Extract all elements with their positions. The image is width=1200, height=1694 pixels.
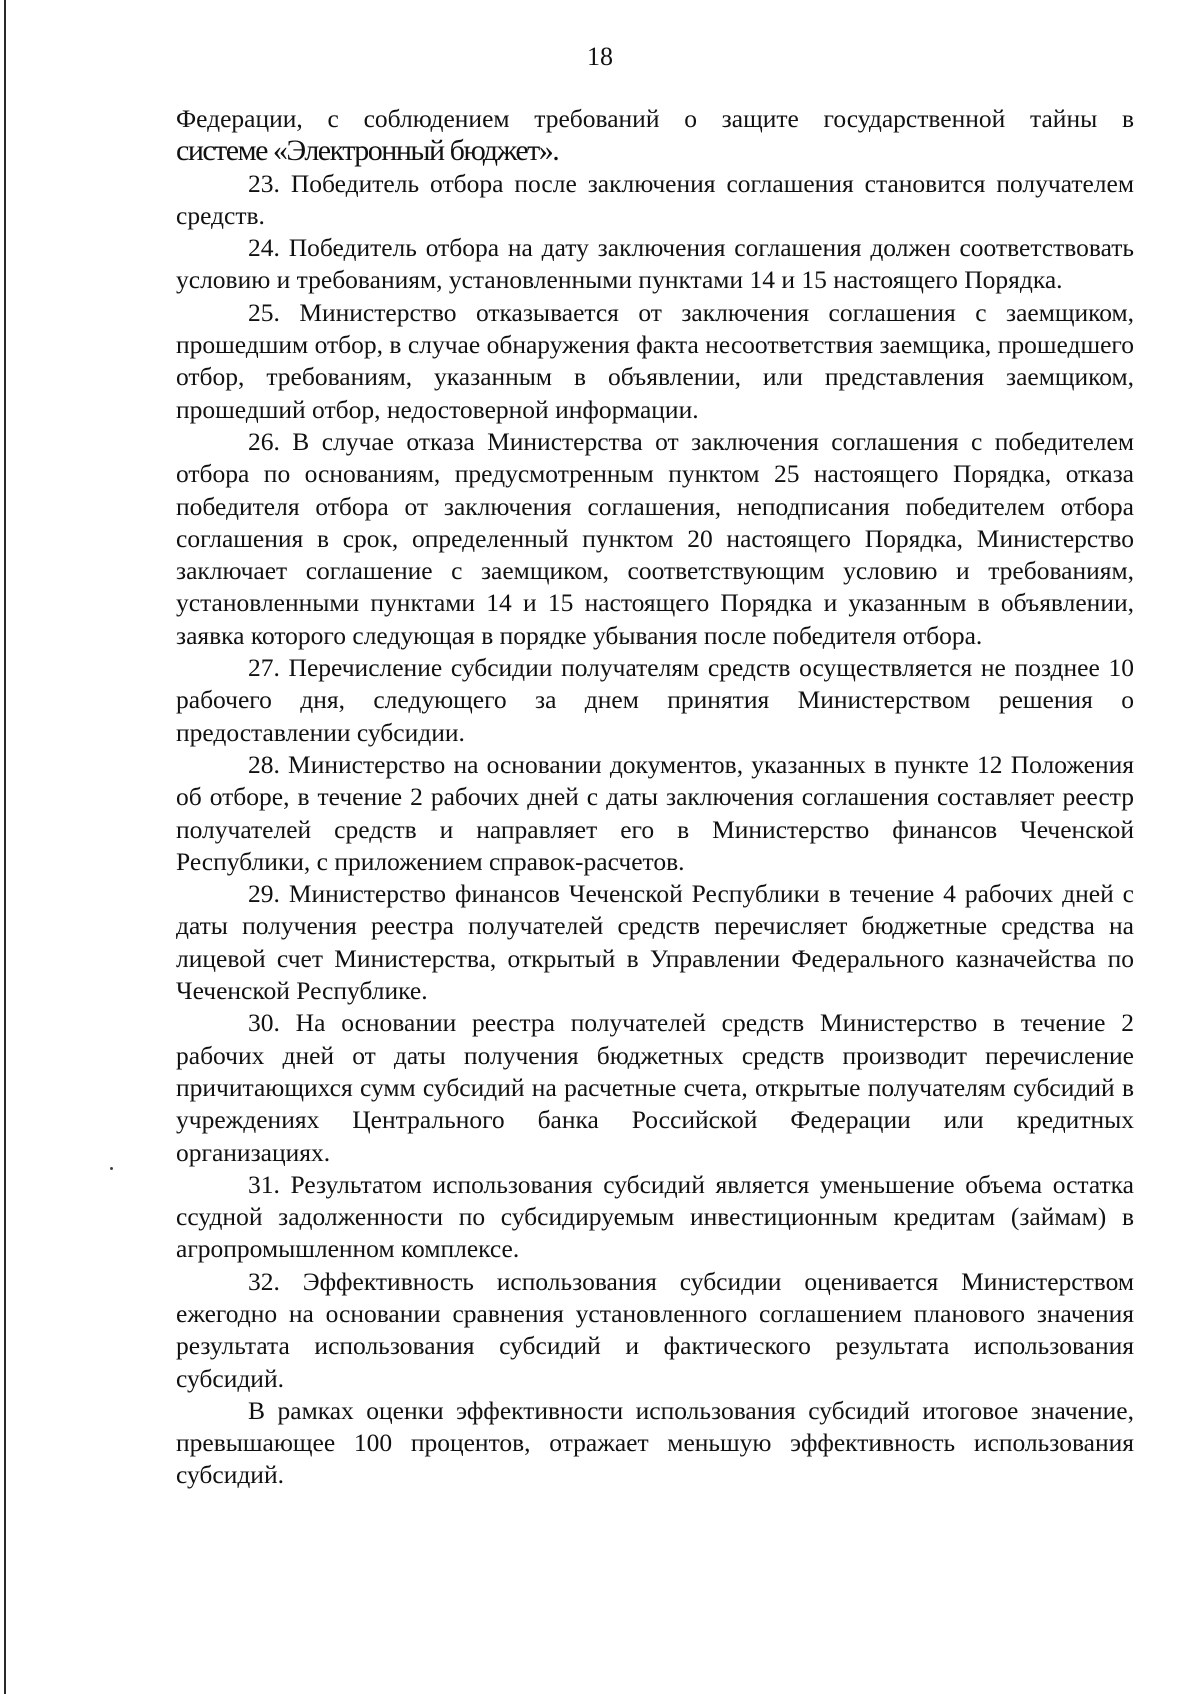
document-body: [176, 103, 1134, 1492]
paragraph-item-31: 31. Результатом использования субсидий является уменьшение объема остатка ссудной задолженности по субсидируемым инвестиционным кредитам (займам) в агропромышленном комплексе.: [176, 1169, 1134, 1264]
paragraph-item-32-continued: В рамках оценки эффективности использования субсидий итоговое значение, превышающее 100 процентов, отражает меньшую эффективность использования субсидий.: [176, 1395, 1134, 1490]
paragraph-item-32: 32. Эффективность использования субсидии оценивается Министерством ежегодно на основании сравнения установленного соглашением планового значения результата использования субсидий и фактического результата использования субсидий.: [176, 1266, 1134, 1393]
paragraph-item-29: 29. Министерство финансов Чеченской Республики в течение 4 рабочих дней с даты получения реестра получателей средств перечисляет бюджетные средства на лицевой счет Министерства, открытый в Управлении Федерального казначейства по Чеченской Республике.: [176, 879, 1134, 1006]
page-left-border: [4, 0, 6, 1694]
paragraph-item-28: 28. Министерство на основании документов, указанных в пункте 12 Положения об отборе, в течение 2 рабочих дней с даты заключения соглашения составляет реестр получателей средств и направляет его в Министерство финансов Чеченской Республики, с приложением справок-расчетов.: [176, 749, 1134, 876]
paragraph-item-23: 23. Победитель отбора после заключения соглашения становится получателем средств.: [176, 168, 1134, 230]
paragraph-item-27: 27. Перечисление субсидии получателям средств осуществляется не позднее 10 рабочего дня, следующего за днем принятия Министерством решения о предоставлении субсидии.: [176, 653, 1134, 747]
paragraph-continuation: Федерации, с соблюдением требований о защите государственной тайны в: [176, 104, 1134, 133]
paragraph-item-26: 26. В случае отказа Министерства от заключения соглашения с победителем отбора по основаниям, предусмотренным пунктом 25 настоящего Порядка, отказа победителя отбора от заключения соглашения, неподписания победителем отбора соглашения в срок, определенный пунктом 20 настоящего Порядка, Министерство заключает соглашение с заемщиком, соответствующим условию и требованиям, установленными пунктами 14 и 15 настоящего Порядка и указанным в объявлении, заявка которого следующая в порядке убывания после победителя отбора.: [176, 426, 1134, 650]
paragraph-item-24: 24. Победитель отбора на дату заключения соглашения должен соответствовать условию и требованиям, установленными пунктами 14 и 15 настоящего Порядка.: [176, 233, 1134, 295]
page-number: 18: [587, 42, 613, 71]
paragraph-continuation-end: системе «Электронный бюджет».: [176, 134, 559, 168]
scan-artifact-dot: [110, 1167, 113, 1170]
paragraph-item-25: 25. Министерство отказывается от заключения соглашения с заемщиком, прошедшим отбор, в случае обнаружения факта несоответствия заемщика, прошедшего отбор, требованиям, указанным в объявлении, или представления заемщиком, прошедший отбор, недостоверной информации.: [176, 297, 1134, 424]
paragraph-item-30: 30. На основании реестра получателей средств Министерство в течение 2 рабочих дней от даты получения бюджетных средств производит перечисление причитающихся сумм субсидий на расчетные счета, открытые получателям субсидий в учреждениях Центрального банка Российской Федерации или кредитных организациях.: [176, 1008, 1134, 1167]
